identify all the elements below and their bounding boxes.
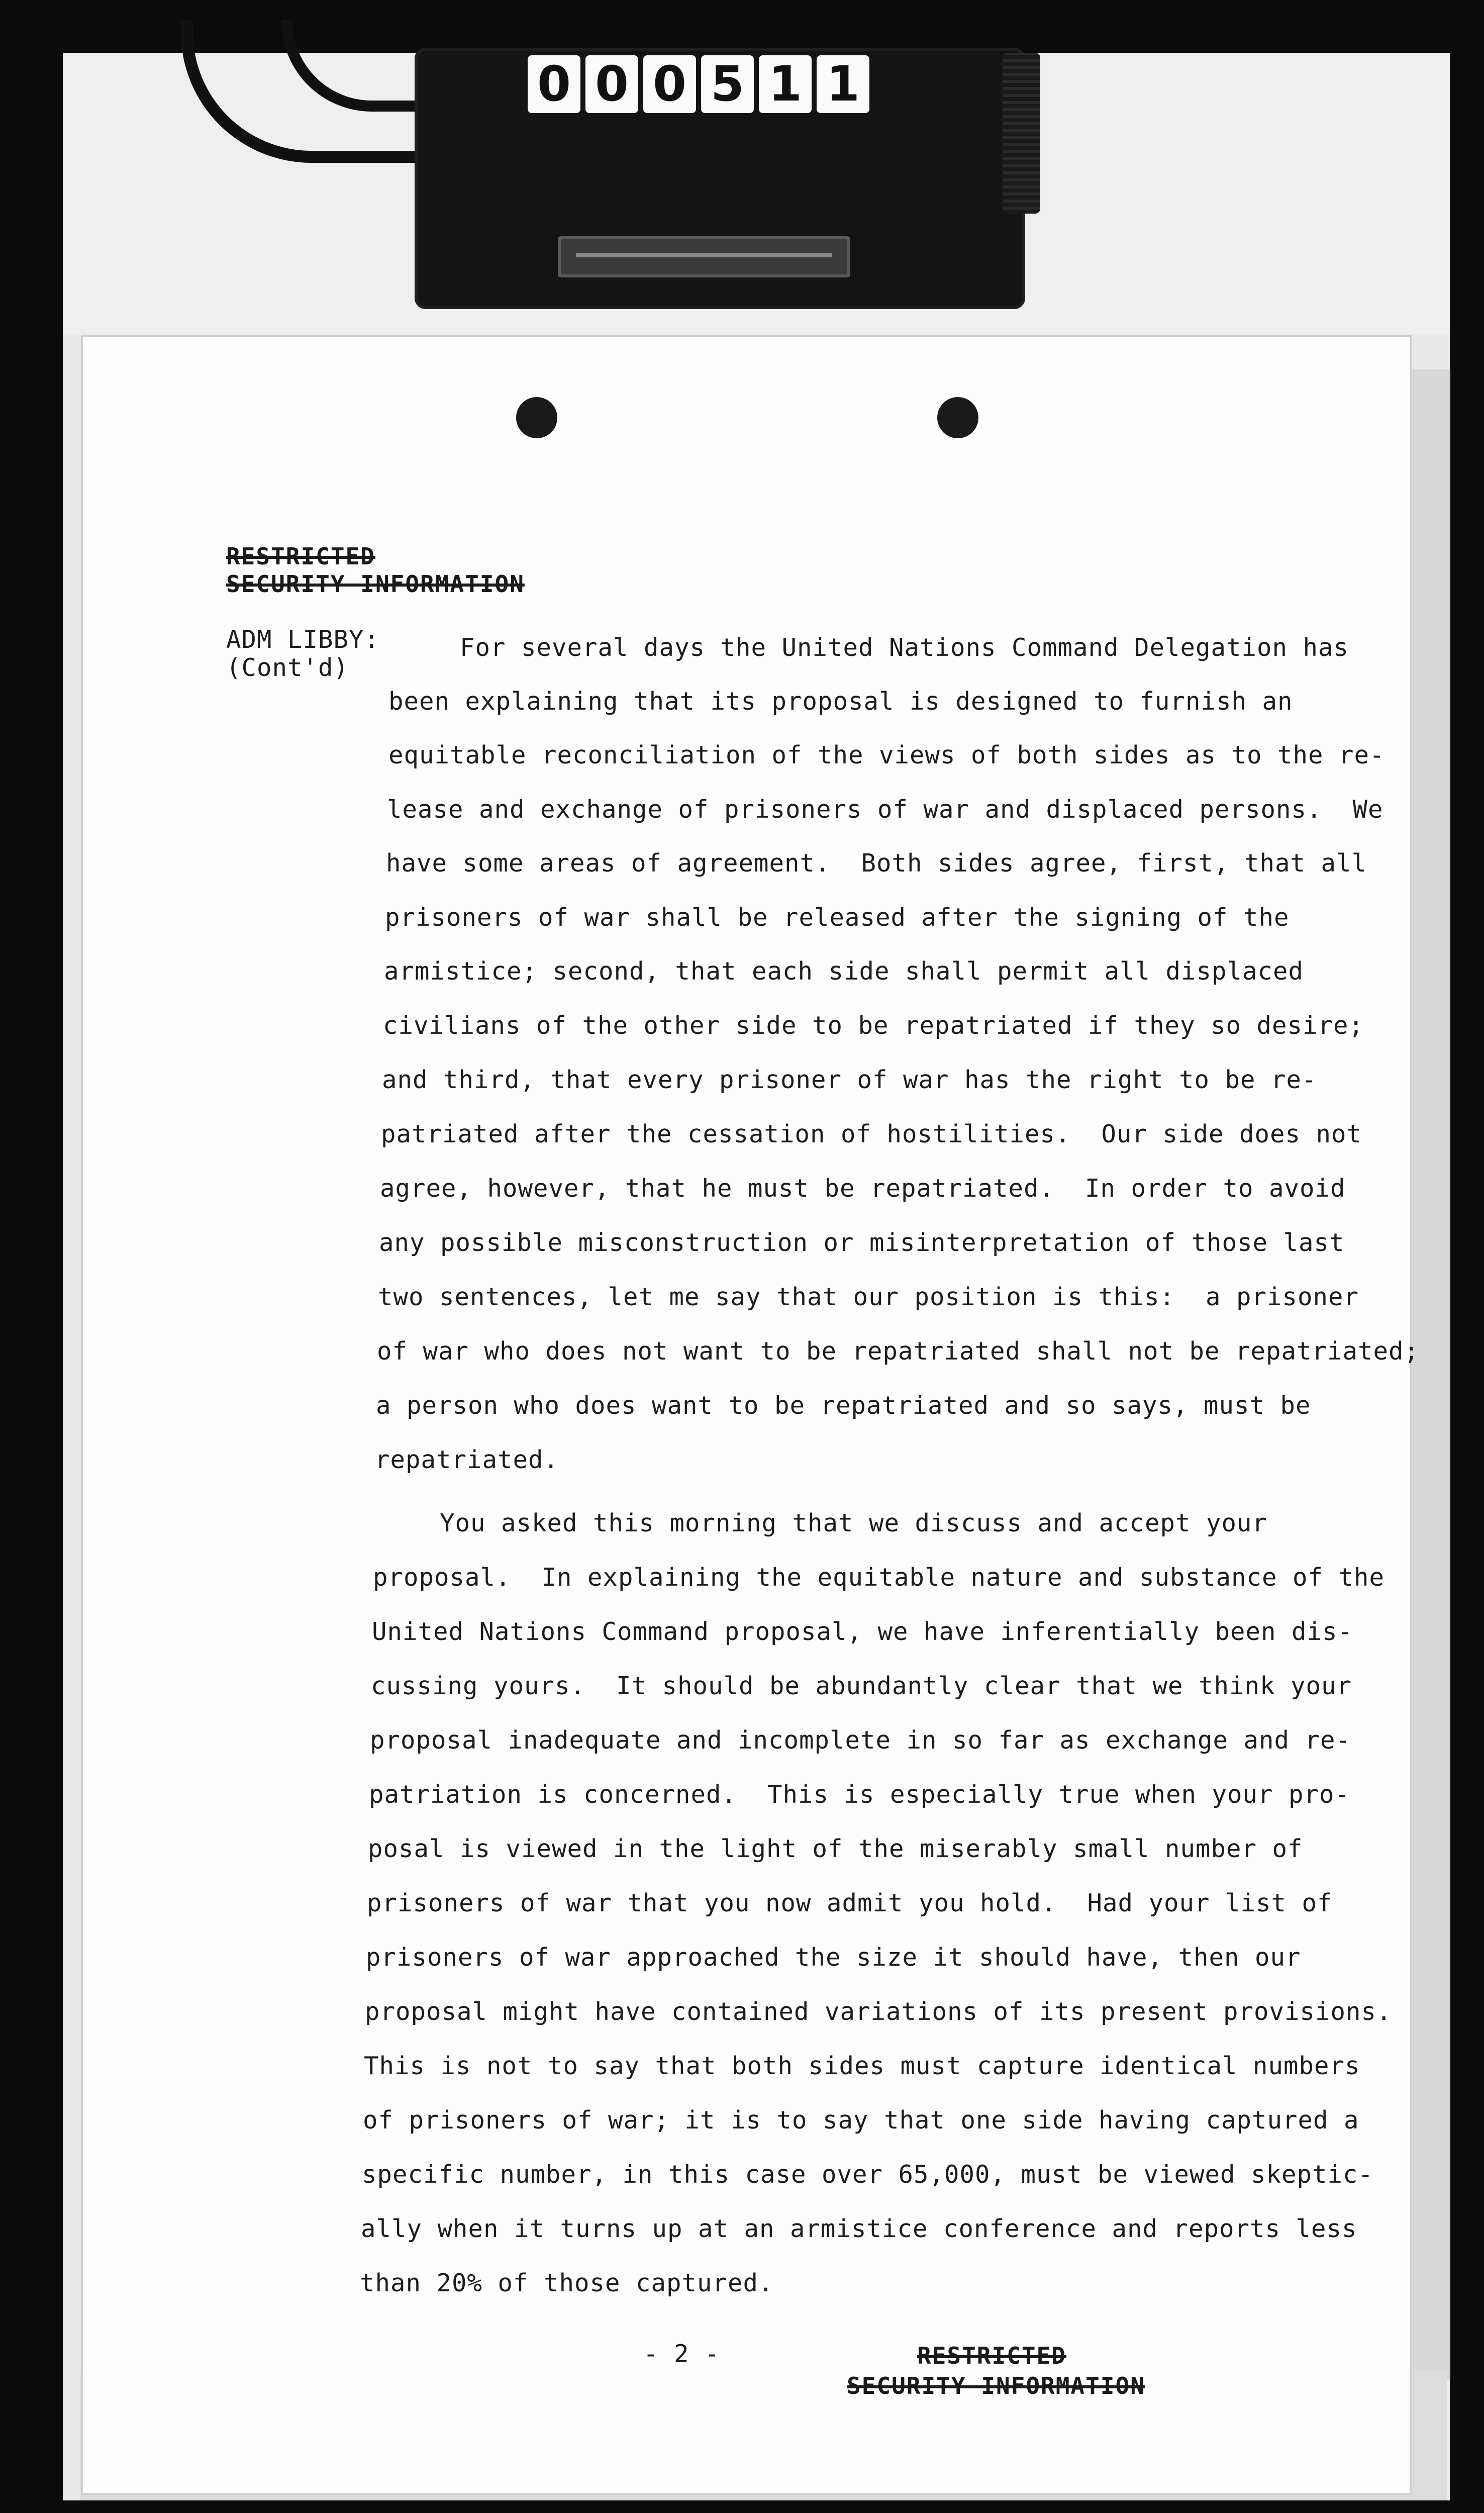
- counter-digit: 1: [759, 55, 812, 113]
- speaker-name: ADM LIBBY:: [226, 625, 380, 654]
- paragraph-1-line: civilians of the other side to be repatriated if they so desire;: [383, 1011, 1364, 1040]
- classification-bottom-line1: RESTRICTED: [917, 2342, 1066, 2369]
- classification-top-line2: SECURITY INFORMATION: [226, 570, 525, 598]
- counter-digit: 5: [701, 55, 754, 113]
- counter-digit: 0: [585, 55, 638, 113]
- paragraph-2-line: of prisoners of war; it is to say that one side having captured a: [363, 2106, 1359, 2135]
- paragraph-2-line: proposal might have contained variations of its present provisions.: [365, 1997, 1392, 2026]
- paragraph-1-line: lease and exchange of prisoners of war and displaced persons. We: [387, 795, 1383, 824]
- paragraph-1-line: any possible misconstruction or misinterpretation of those last: [379, 1228, 1345, 1257]
- paragraph-1-line: of war who does not want to be repatriated shall not be repatriated;: [377, 1337, 1420, 1366]
- paragraph-2-line: patriation is concerned. This is especially true when your pro-: [369, 1780, 1350, 1809]
- paragraph-2-line: prisoners of war approached the size it should have, then our: [366, 1943, 1301, 1972]
- paragraph-2-line: This is not to say that both sides must capture identical numbers: [364, 2052, 1360, 2080]
- paragraph-2-line: specific number, in this case over 65,000, must be viewed skeptic-: [362, 2160, 1374, 2189]
- paragraph-1-line: patriated after the cessation of hostilities. Our side does not: [381, 1120, 1362, 1148]
- paragraph-2-line: ally when it turns up at an armistice conference and reports less: [361, 2214, 1357, 2243]
- speaker-label: [226, 626, 379, 682]
- paragraph-1-line: agree, however, that he must be repatriated. In order to avoid: [380, 1174, 1346, 1203]
- punch-hole: [937, 397, 978, 438]
- frame-counter-digits: [528, 55, 869, 113]
- speaker-continued: (Cont'd): [226, 653, 349, 682]
- punch-hole: [516, 397, 557, 438]
- paragraph-2-line: prisoners of war that you now admit you hold. Had your list of: [367, 1889, 1333, 1917]
- paragraph-2-line: United Nations Command proposal, we have inferentially been dis-: [372, 1617, 1353, 1646]
- paragraph-1-line: equitable reconciliation of the views of both sides as to the re-: [388, 741, 1385, 769]
- paragraph-1-line: For several days the United Nations Command Delegation has: [460, 633, 1349, 662]
- page-number: - 2 -: [643, 2340, 720, 2368]
- paragraph-2-line: proposal. In explaining the equitable nature and substance of the: [373, 1563, 1385, 1592]
- counter-label-plate: [558, 236, 850, 277]
- classification-top-line1: RESTRICTED: [226, 543, 375, 570]
- paragraph-2-line: You asked this morning that we discuss and accept your: [440, 1509, 1268, 1537]
- counter-digit: 0: [528, 55, 580, 113]
- counter-knob: [1003, 53, 1040, 214]
- paragraph-1-line: been explaining that its proposal is designed to furnish an: [388, 687, 1293, 716]
- paragraph-1-line: armistice; second, that each side shall permit all displaced: [384, 957, 1304, 986]
- counter-digit: 1: [817, 55, 869, 113]
- paragraph-1-line: and third, that every prisoner of war has the right to be re-: [382, 1066, 1317, 1094]
- paragraph-2-line: cussing yours. It should be abundantly clear that we think your: [371, 1672, 1352, 1700]
- paragraph-1-line: a person who does want to be repatriated and so says, must be: [376, 1391, 1311, 1420]
- counter-digit: 0: [643, 55, 696, 113]
- paragraph-2-line: posal is viewed in the light of the miserably small number of: [368, 1834, 1303, 1863]
- paragraph-2-line: proposal inadequate and incomplete in so far as exchange and re-: [370, 1726, 1351, 1755]
- paragraph-1-line: two sentences, let me say that our position is this: a prisoner: [378, 1283, 1359, 1311]
- paragraph-1-line: prisoners of war shall be released after the signing of the: [385, 903, 1290, 932]
- classification-bottom-line2: SECURITY INFORMATION: [847, 2372, 1145, 2399]
- document-page: [83, 337, 1420, 2493]
- paragraph-2-line: than 20% of those captured.: [360, 2269, 774, 2297]
- paragraph-1-line: have some areas of agreement. Both sides agree, first, that all: [386, 849, 1367, 878]
- paragraph-1-line: repatriated.: [375, 1445, 559, 1474]
